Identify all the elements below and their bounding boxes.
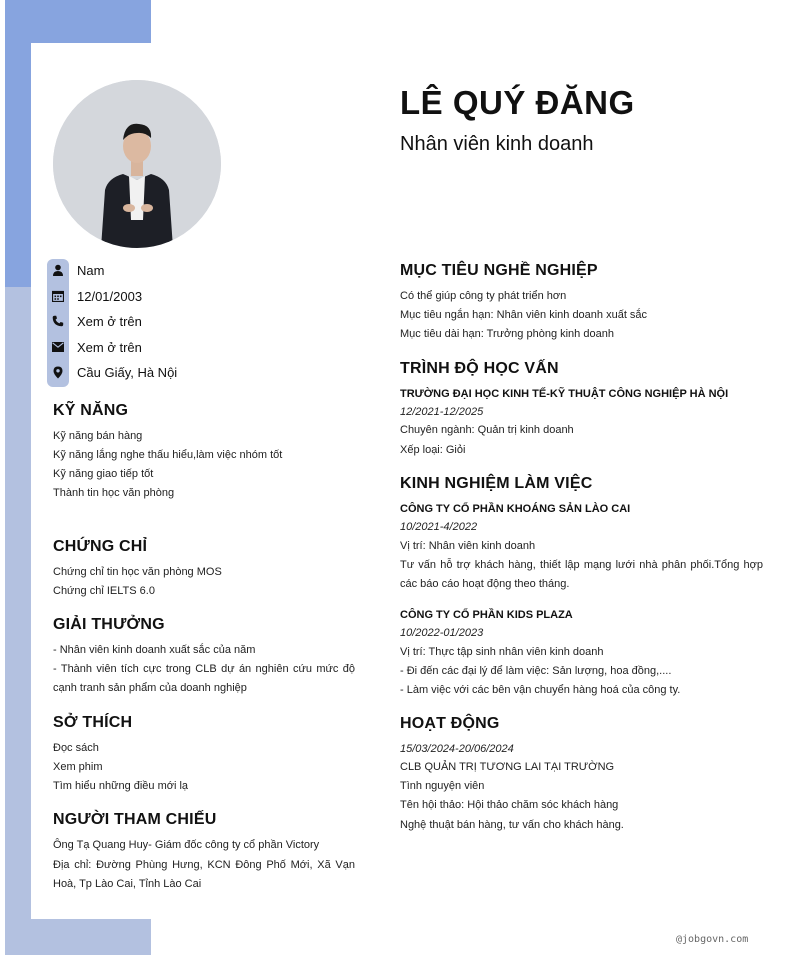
job-position: Vị trí: Thực tập sinh nhân viên kinh doanh	[400, 646, 604, 658]
phone-value: Xem ở trên	[77, 313, 142, 329]
contact-gender	[47, 259, 104, 281]
activity-item: CLB QUẢN TRỊ TƯƠNG LAI TẠI TRƯỜNG	[400, 761, 615, 773]
certificates-heading: CHỨNG CHỈ	[53, 538, 148, 555]
mail-icon	[47, 342, 69, 352]
address-value: Cầu Giấy, Hà Nội	[77, 364, 178, 380]
activity-period: 15/03/2024-20/06/2024	[400, 743, 514, 755]
skill-item: Thành tin học văn phòng	[53, 487, 175, 499]
objective-item: Mục tiêu ngắn hạn: Nhân viên kinh doanh xuất sắc	[400, 309, 648, 321]
reference-item: Địa chỉ: Đường Phùng Hưng, KCN Đông Phố Mới, Xã Vạn Hoà, Tp Lào Cai, Tỉnh Lào Cai	[53, 859, 355, 890]
email-value: Xem ở trên	[77, 339, 142, 355]
hobby-item: Tìm hiểu những điều mới lạ	[53, 780, 189, 792]
candidate-role: Nhân viên kinh doanh	[400, 133, 594, 155]
job-company: CÔNG TY CỔ PHẦN KHOÁNG SẢN LÀO CAI	[400, 503, 631, 515]
job-description: - Đi đến các đại lý để làm việc: Sản lượng, hoa đồng,....	[400, 665, 672, 677]
objective-heading: MỤC TIÊU NGHỀ NGHIỆP	[400, 262, 598, 279]
activity-item: Nghệ thuật bán hàng, tư vấn cho khách hàng.	[400, 819, 624, 831]
award-item: - Thành viên tích cực trong CLB dự án nghiên cứu mức độ cạnh tranh sản phẩm của doanh nghiệp	[53, 663, 355, 694]
job-company: CÔNG TY CỔ PHẦN KIDS PLAZA	[400, 609, 573, 621]
contact-dob	[47, 285, 142, 307]
skill-item: Kỹ năng giao tiếp tốt	[53, 468, 154, 480]
candidate-name: LÊ QUÝ ĐĂNG	[400, 84, 635, 121]
skills-heading: KỸ NĂNG	[53, 402, 129, 419]
hobby-item: Xem phim	[53, 761, 103, 773]
gender-value: Nam	[77, 262, 105, 278]
avatar	[53, 80, 221, 248]
activity-item: Tình nguyện viên	[400, 780, 485, 792]
phone-icon	[47, 315, 69, 327]
calendar-icon	[47, 290, 69, 302]
watermark: @jobgovn.com	[676, 934, 749, 945]
awards-heading: GIẢI THƯỞNG	[53, 616, 165, 633]
activity-item: Tên hội thảo: Hội thảo chăm sóc khách hàng	[400, 799, 619, 811]
person-photo-icon	[53, 80, 221, 248]
award-item: - Nhân viên kinh doanh xuất sắc của năm	[53, 644, 256, 656]
education-period: 12/2021-12/2025	[400, 406, 484, 418]
certificate-item: Chứng chỉ IELTS 6.0	[53, 585, 155, 597]
skill-item: Kỹ năng bán hàng	[53, 430, 143, 442]
references-heading: NGƯỜI THAM CHIẾU	[53, 811, 217, 828]
experience-heading: KINH NGHIỆM LÀM VIỆC	[400, 475, 593, 492]
contact-email	[47, 336, 142, 358]
certificate-item: Chứng chỉ tin học văn phòng MOS	[53, 566, 222, 578]
skill-item: Kỹ năng lắng nghe thấu hiểu,làm việc nhóm tốt	[53, 449, 283, 461]
contact-phone	[47, 310, 142, 332]
reference-item: Ông Tạ Quang Huy- Giám đốc công ty cổ phần Victory	[53, 839, 320, 851]
objective-item: Có thể giúp công ty phát triển hơn	[400, 290, 567, 302]
objective-item: Mục tiêu dài hạn: Trưởng phòng kinh doanh	[400, 328, 614, 340]
hobbies-heading: SỞ THÍCH	[53, 714, 133, 731]
education-heading: TRÌNH ĐỘ HỌC VẤN	[400, 360, 559, 377]
job-description: Tư vấn hỗ trợ khách hàng, thiết lập mạng lưới nhà phân phối.Tổng hợp các báo cáo hoạt động theo tháng.	[400, 559, 763, 590]
education-major: Chuyên ngành: Quản trị kinh doanh	[400, 424, 574, 436]
contact-address	[47, 361, 177, 383]
hobby-item: Đọc sách	[53, 742, 99, 754]
dob-value: 12/01/2003	[77, 288, 143, 304]
school-name: TRƯỜNG ĐẠI HỌC KINH TẾ-KỸ THUẬT CÔNG NGHIỆP HÀ NỘI	[400, 388, 729, 400]
education-grade: Xếp loại: Giỏi	[400, 444, 466, 456]
user-icon	[47, 264, 69, 276]
job-period: 10/2021-4/2022	[400, 521, 478, 533]
location-pin-icon	[47, 366, 69, 379]
job-description: - Làm việc với các bên vận chuyển hàng hoá của công ty.	[400, 684, 681, 696]
job-period: 10/2022-01/2023	[400, 627, 484, 639]
job-position: Vị trí: Nhân viên kinh doanh	[400, 540, 536, 552]
activities-heading: HOẠT ĐỘNG	[400, 715, 500, 732]
